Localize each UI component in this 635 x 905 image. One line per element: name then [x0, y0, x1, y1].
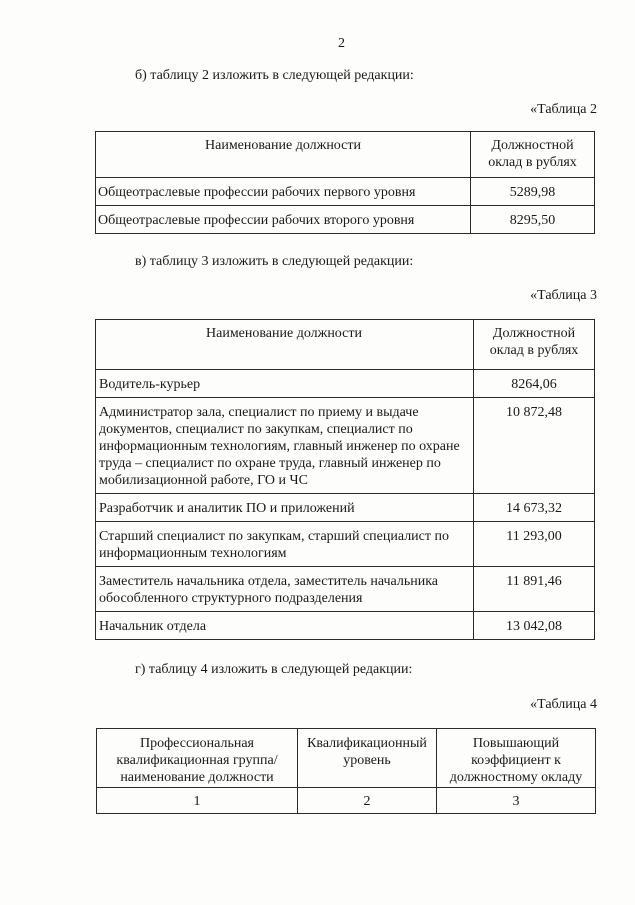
table-row — [96, 494, 595, 522]
header-text: Должностной оклад в рублях — [489, 326, 579, 358]
table-header-row — [96, 132, 595, 178]
position-name: Начальник отдела — [96, 612, 474, 640]
header-text: Повышающий коэффициент к должностному окладу — [449, 736, 583, 785]
salary-value: 13 042,08 — [474, 612, 595, 640]
page-number: 2 — [338, 36, 345, 51]
table-row — [96, 612, 595, 640]
table-row — [96, 370, 595, 398]
position-name: Разработчик и аналитик ПО и приложений — [96, 494, 474, 522]
position-name-text: Старший специалист по закупкам, старший специалист по информационным технологиям — [99, 529, 449, 561]
table-row — [96, 206, 595, 234]
column-number: 3 — [437, 788, 596, 814]
position-name: Водитель-курьер — [96, 370, 474, 398]
instruction-table-2: б) таблицу 2 изложить в следующей редакции: — [135, 68, 414, 83]
table-row — [96, 522, 595, 567]
header-text: Квалификационный уровень — [307, 736, 427, 768]
salary-value: 11 891,46 — [474, 567, 595, 612]
header-text: Должностной оклад в рублях — [488, 138, 577, 170]
position-name — [96, 398, 474, 494]
position-name-text: Администратор зала, специалист по приему и выдаче документов, специалист по закупкам, специалист по информационным технологиям, главный инженер по охране труда – специалист по охране труда, главный инженер по мобилизационной работе, ГО и ЧС — [99, 405, 460, 488]
table-row — [96, 567, 595, 612]
table-header-row — [96, 320, 595, 370]
header-coefficient — [437, 729, 596, 788]
header-qualification-level — [298, 729, 437, 788]
caption-table-4: «Таблица 4 — [530, 697, 597, 712]
header-salary — [474, 320, 595, 370]
caption-table-2: «Таблица 2 — [530, 102, 597, 117]
header-position-name — [96, 132, 471, 178]
column-number: 2 — [298, 788, 437, 814]
table-4 — [96, 728, 596, 814]
table-3 — [95, 319, 595, 640]
position-name — [96, 567, 474, 612]
salary-value: 14 673,32 — [474, 494, 595, 522]
header-salary — [471, 132, 595, 178]
position-name-text: Заместитель начальника отдела, заместитель начальника обособленного структурного подразделения — [99, 574, 439, 606]
salary-value: 10 872,48 — [474, 398, 595, 494]
header-position-name — [96, 320, 474, 370]
instruction-table-4: г) таблицу 4 изложить в следующей редакции: — [135, 662, 413, 677]
column-number: 1 — [97, 788, 298, 814]
table-row — [96, 178, 595, 206]
salary-value: 11 293,00 — [474, 522, 595, 567]
caption-table-3: «Таблица 3 — [530, 288, 597, 303]
header-text: Наименование должности — [206, 326, 362, 341]
salary-value: 8264,06 — [474, 370, 595, 398]
instruction-table-3: в) таблицу 3 изложить в следующей редакции: — [135, 254, 414, 269]
column-number-row — [97, 788, 596, 814]
table-row — [96, 398, 595, 494]
table-header-row — [97, 729, 596, 788]
header-text: Наименование должности — [205, 138, 361, 153]
position-name — [96, 522, 474, 567]
salary-value: 5289,98 — [471, 178, 595, 206]
table-2 — [95, 131, 595, 234]
position-name: Общеотраслевые профессии рабочих второго уровня — [96, 206, 471, 234]
position-name: Общеотраслевые профессии рабочих первого уровня — [96, 178, 471, 206]
salary-value: 8295,50 — [471, 206, 595, 234]
header-qualification-group — [97, 729, 298, 788]
header-text: Профессиональная квалификационная группа/ наименование должности — [116, 736, 278, 785]
